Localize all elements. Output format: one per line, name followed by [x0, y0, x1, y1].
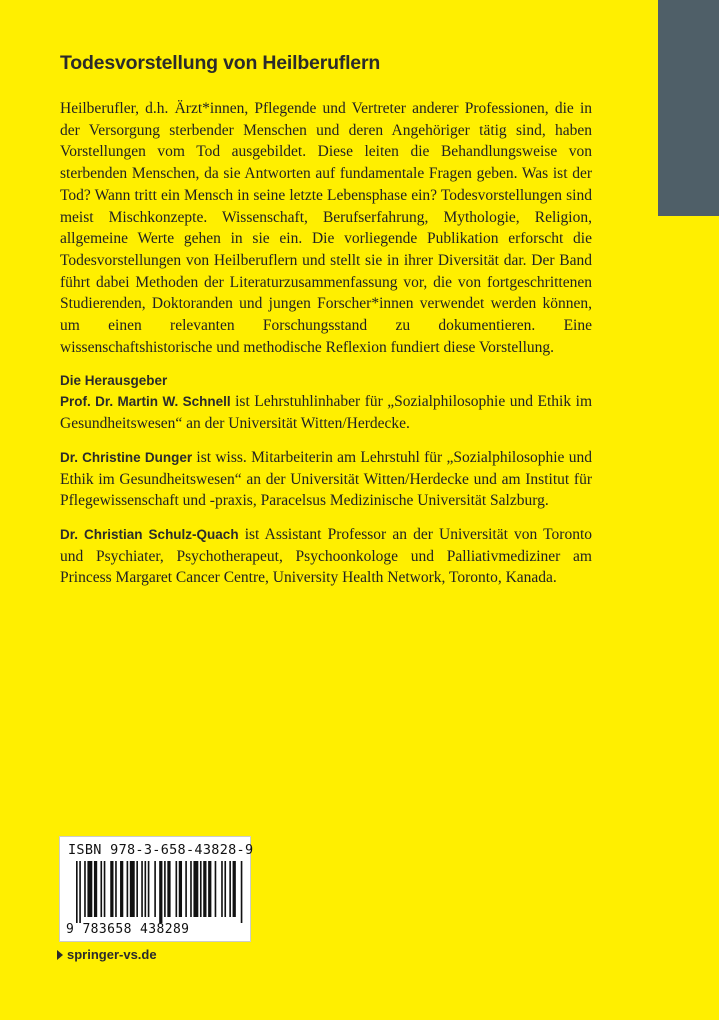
- barcode-bar: [208, 861, 211, 917]
- editor-description: ist wiss. Mitarbeiterin am Lehrstuhl für „Sozialphilosophie und Ethik im Gesundheitswesen“ an der Universität Witten/Herdecke und am Institut für Pflegewissenschaft und -praxis, Paracelsus Medizinische Universität Salzburg.: [60, 448, 592, 510]
- arrow-right-icon: [57, 950, 63, 960]
- editor-description: ist Assistant Professor an der Universität von Toronto und Psychiater, Psychotherapeut, Psychoonkologe und Palliativmediziner am Princess Margaret Cancer Centre, University Health Network, Toronto, Kanada.: [60, 525, 593, 587]
- website-label: springer-vs.de: [67, 947, 157, 962]
- barcode-bar: [224, 861, 226, 917]
- barcode-bar: [141, 861, 143, 917]
- barcode-bar: [84, 861, 86, 917]
- publisher-website-link[interactable]: [57, 947, 157, 962]
- barcode-bar: [241, 861, 243, 923]
- barcode-bar: [203, 861, 206, 917]
- editor-bio: [60, 524, 592, 589]
- barcode-bar: [148, 861, 150, 917]
- barcode-bar: [110, 861, 113, 917]
- editor-name: Dr. Christine Dunger: [60, 449, 193, 465]
- barcode-bar: [229, 861, 231, 917]
- abstract: [60, 98, 592, 358]
- barcode-bar: [120, 861, 123, 917]
- barcode-bar: [179, 861, 182, 917]
- back-cover-text: [60, 98, 592, 601]
- book-title: Todesvorstellung von Heilberuflern: [60, 52, 381, 74]
- barcode-bar: [193, 861, 198, 917]
- barcode-bar: [154, 861, 156, 917]
- barcode-bar: [130, 861, 135, 917]
- editor-name: Prof. Dr. Martin W. Schnell: [60, 394, 231, 410]
- barcode-bar: [76, 861, 78, 923]
- editor-name: Dr. Christian Schulz-Quach: [60, 526, 239, 542]
- barcode-bar: [136, 861, 138, 917]
- barcode-bar: [221, 861, 223, 917]
- barcode-bar: [127, 861, 129, 917]
- barcode-bar: [94, 861, 97, 917]
- abstract-paragraph: Heilberufler, d.h. Ärzt*innen, Pflegende und Vertreter anderer Professionen, die in der Versorgung sterbender Menschen und deren Angehöriger tätig sind, haben Vorstellungen vom Tod ausgebildet. Diese leiten die Behandlungsweise von sterbenden Menschen, da sie Antworten auf fundamentale Fragen geben. Was ist der Tod? Wann tritt ein Mensch in seine letzte Lebensphase ein? Todesvorstellungen sind meist Mischkonzepte. Wissenschaft, Berufserfahrung, Mythologie, Religion, allgemeine Werte gehen in sie ein. Die vorliegende Publikation erforscht die Todesvorstellungen von Heilberuflern und stellt sie in ihrer Diversität dar. Der Band führt dabei Methoden der Literaturzusammenfassung vor, die von fortgeschrittenen Studierenden, Doktoranden und jungen Forscher*innen verwendet werden können, um einen relevanten Forschungsstand zu dokumentieren. Eine wissenschaftshistorische und methodische Reflexion fundiert diese Vorstellung.: [60, 100, 592, 356]
- barcode-bar: [115, 861, 117, 917]
- barcode-digits: 9 783658 438289: [66, 922, 190, 937]
- isbn-barcode: [59, 836, 254, 942]
- barcode-bars: [76, 861, 244, 923]
- editor-bio: [60, 447, 592, 512]
- editors-section: [60, 370, 592, 589]
- barcode-bar: [100, 861, 102, 917]
- editor-description: ist Lehrstuhlinhaber für „Sozialphilosophie und Ethik im Gesundheitswesen“ an der Universität Witten/Herdecke.: [60, 393, 592, 433]
- barcode-bar: [87, 861, 92, 917]
- barcode-bar: [200, 861, 202, 917]
- barcode-bar: [185, 861, 187, 917]
- isbn-label: ISBN 978-3-658-43828-9: [68, 842, 254, 858]
- barcode-bar: [215, 861, 217, 917]
- barcode-bar: [167, 861, 170, 917]
- barcode-bar: [159, 861, 162, 923]
- barcode-bar: [190, 861, 192, 917]
- barcode-bar: [79, 861, 81, 923]
- side-color-tab: [658, 0, 719, 216]
- barcode-bar: [145, 861, 147, 917]
- editors-heading: Die Herausgeber: [60, 373, 168, 389]
- barcode-bar: [233, 861, 236, 917]
- barcode-bar: [164, 861, 166, 917]
- barcode-bar: [104, 861, 106, 917]
- editor-bio: [60, 391, 592, 434]
- barcode-bar: [176, 861, 178, 917]
